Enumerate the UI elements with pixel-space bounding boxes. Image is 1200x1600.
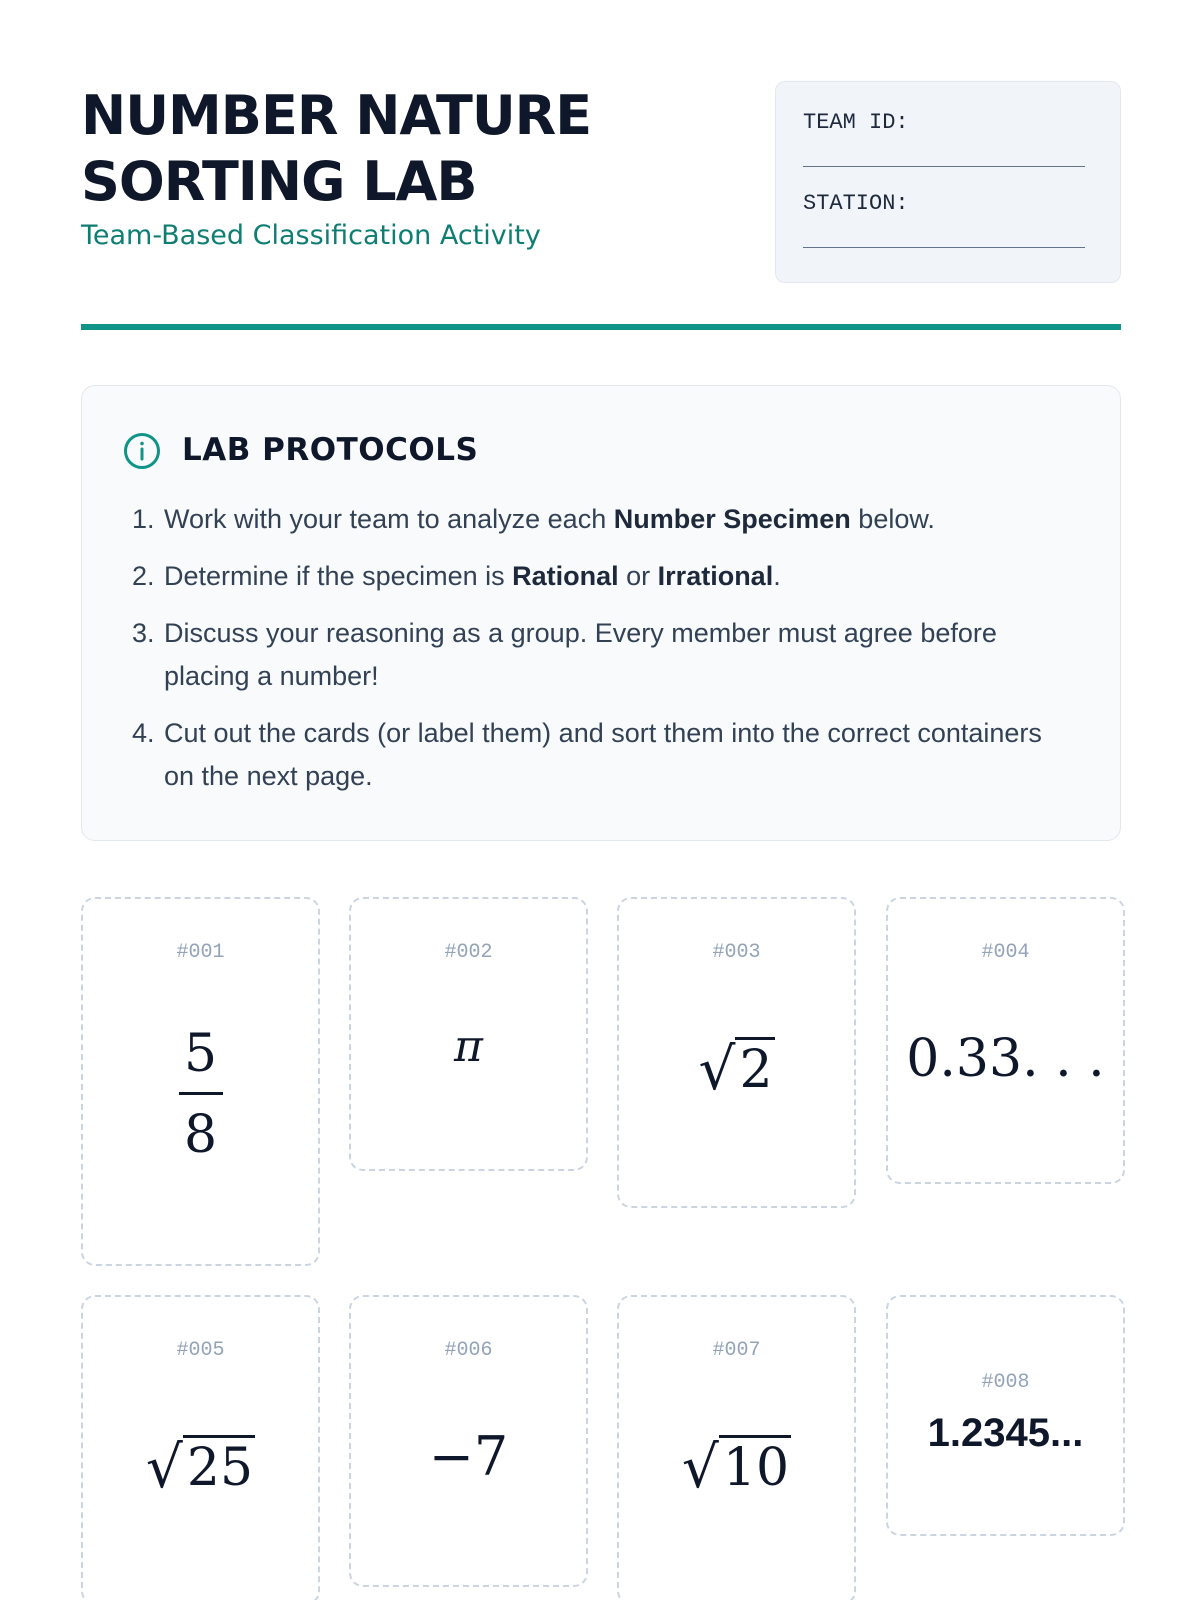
card-id: #004	[981, 941, 1030, 964]
card-id: #003	[712, 941, 761, 964]
page-subtitle: Team-Based Classification Activity	[81, 220, 541, 251]
protocol-step: 3. Discuss your reasoning as a group. Every member must agree before placing a number!	[132, 618, 997, 691]
team-info-box	[775, 81, 1121, 283]
number-card[interactable]	[886, 897, 1125, 1184]
card-id: #008	[981, 1371, 1030, 1394]
header-divider	[81, 324, 1121, 330]
card-value: 0.33. . .	[906, 1029, 1105, 1089]
page-title-line-2: SORTING LAB	[81, 150, 477, 213]
station-label: STATION:	[803, 191, 909, 216]
card-value: √ 10	[681, 1433, 790, 1501]
card-value: 1.2345...	[927, 1411, 1084, 1455]
station-field[interactable]	[803, 247, 1085, 248]
number-card[interactable]	[349, 897, 588, 1171]
number-card[interactable]	[617, 1295, 856, 1600]
card-value: −7	[428, 1425, 509, 1488]
card-value: √ 25	[145, 1433, 254, 1501]
number-card[interactable]	[81, 1295, 320, 1600]
lab-protocols-panel	[81, 385, 1121, 841]
protocol-step: 2. Determine if the specimen is Rational or Irrational.	[132, 561, 781, 591]
protocols-title: LAB PROTOCOLS	[182, 432, 479, 468]
info-icon	[123, 432, 161, 470]
team-id-label: TEAM ID:	[803, 110, 909, 135]
number-card[interactable]	[886, 1295, 1125, 1536]
protocol-step: 1. Work with your team to analyze each Number Specimen below.	[132, 504, 935, 534]
protocol-step: 4. Cut out the cards (or label them) and sort them into the correct containers on the next page.	[132, 718, 1042, 791]
card-id: #006	[444, 1339, 493, 1362]
team-id-field[interactable]	[803, 166, 1085, 167]
card-id: #007	[712, 1339, 761, 1362]
card-id: #001	[176, 941, 225, 964]
number-card[interactable]	[81, 897, 320, 1266]
card-value: √ 2	[698, 1035, 773, 1103]
number-card[interactable]	[617, 897, 856, 1208]
card-value: $\frac{5}{8}$	[83, 1024, 318, 1165]
card-id: #005	[176, 1339, 225, 1362]
page-title-line-1: NUMBER NATURE	[81, 84, 592, 147]
card-id: #002	[444, 941, 493, 964]
number-card[interactable]	[349, 1295, 588, 1587]
card-value: π	[454, 1021, 483, 1072]
